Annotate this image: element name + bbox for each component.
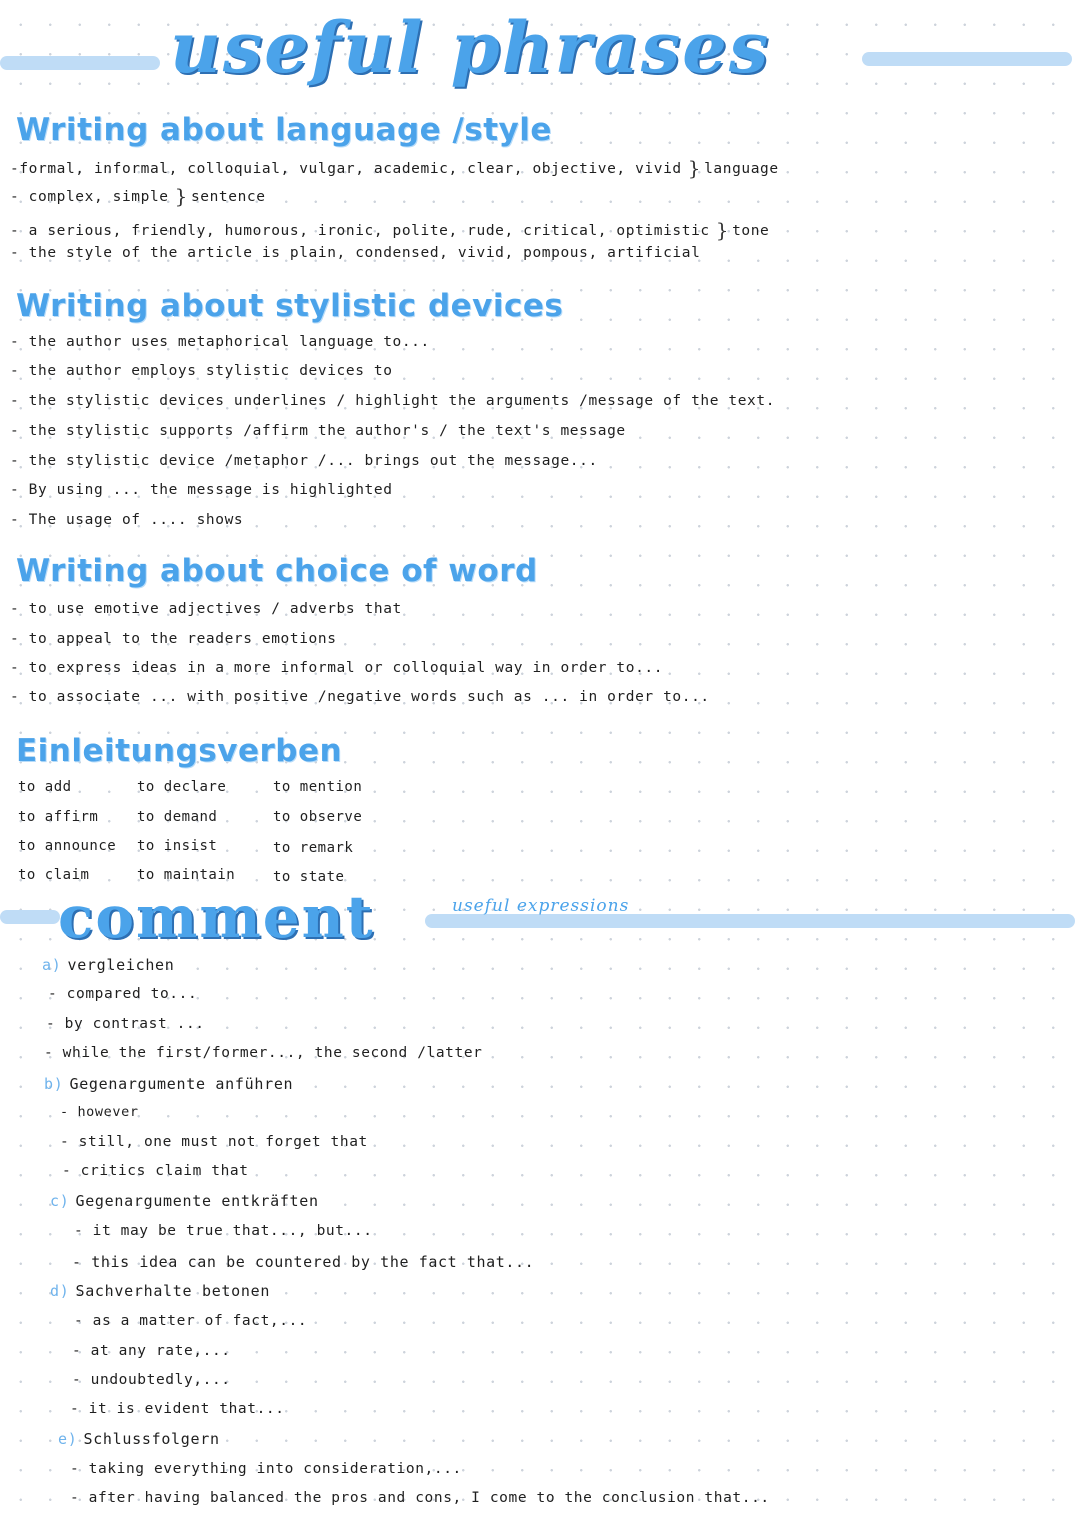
verb-item: to add: [18, 779, 72, 795]
comment-subtitle: useful expressions: [452, 896, 630, 916]
comment-band-left: [0, 910, 60, 924]
verb-item: to announce: [18, 838, 117, 854]
language-style-line-3: [10, 218, 769, 242]
list-item: - still, one must not forget that: [60, 1134, 368, 1150]
subheading-label: Sachverhalte betonen: [75, 1282, 271, 1300]
list-item: - this idea can be countered by the fact that...: [72, 1253, 535, 1271]
verb-item: to state: [273, 869, 345, 885]
subheading-letter: e): [58, 1430, 78, 1448]
comment-subheading-a: [42, 956, 175, 974]
comment-subheading-e: [58, 1430, 220, 1448]
comment-subheading-d: [50, 1282, 270, 1300]
comment-band-right: [425, 914, 1075, 928]
list-item: - the author uses metaphorical language to...: [10, 334, 430, 350]
list-item: - to express ideas in a more informal or colloquial way in order to...: [10, 660, 664, 676]
verb-item: to remark: [273, 840, 354, 856]
list-item: - the stylistic supports /affirm the author's / the text's message: [10, 423, 626, 439]
list-item: - however: [60, 1104, 139, 1120]
subheading-letter: c): [50, 1192, 70, 1210]
list-item: - as a matter of fact,...: [74, 1313, 308, 1329]
line-text: - a serious, friendly, humorous, ironic, polite, rude, critical, optimistic: [10, 223, 710, 239]
verb-item: to mention: [273, 779, 363, 795]
section-heading-einleitungsverben: Einleitungsverben: [16, 733, 343, 769]
language-style-line-4: - the style of the article is plain, condensed, vivid, pompous, artificial: [10, 245, 701, 261]
list-item: - to appeal to the readers emotions: [10, 631, 337, 647]
list-item: - taking everything into consideration,...: [70, 1461, 462, 1477]
subheading-label: Gegenargumente anführen: [69, 1075, 294, 1093]
line-tail: sentence: [190, 189, 266, 205]
list-item: - the stylistic device /metaphor /... brings out the message...: [10, 453, 598, 469]
list-item: - to associate ... with positive /negative words such as ... in order to...: [10, 689, 710, 705]
verb-item: to declare: [137, 779, 227, 795]
list-item: - the author employs stylistic devices to: [10, 363, 393, 379]
comment-title: comment: [58, 883, 375, 951]
page-title: useful phrases: [170, 6, 771, 89]
list-item: - critics claim that: [62, 1163, 249, 1179]
subheading-letter: b): [44, 1075, 64, 1093]
line-tail: language: [704, 161, 779, 177]
subheading-label: vergleichen: [67, 956, 175, 974]
verb-item: to demand: [137, 809, 218, 825]
line-tail: tone: [732, 223, 770, 239]
line-text: -formal, informal, colloquial, vulgar, academic, clear, objective, vivid: [10, 161, 682, 177]
verb-item: to claim: [18, 867, 90, 883]
verb-item: to affirm: [18, 809, 99, 825]
verb-item: to observe: [273, 809, 363, 825]
list-item: - to use emotive adjectives / adverbs that: [10, 601, 402, 617]
list-item: - it may be true that..., but...: [74, 1223, 373, 1239]
list-item: - By using ... the message is highlighted: [10, 482, 393, 498]
title-band-right: [862, 52, 1072, 66]
language-style-line-1: [10, 156, 779, 180]
comment-subheading-b: [44, 1075, 293, 1093]
list-item: - it is evident that...: [70, 1401, 285, 1417]
comment-subheading-c: [50, 1192, 319, 1210]
title-band-left: [0, 56, 160, 70]
brace-icon: }: [715, 218, 730, 242]
section-heading-choice-of-word: Writing about choice of word: [16, 553, 538, 589]
language-style-line-2: [10, 184, 266, 208]
brace-icon: }: [174, 184, 188, 208]
subheading-letter: a): [42, 956, 62, 974]
list-item: - while the first/former..., the second /latter: [44, 1045, 483, 1061]
list-item: - undoubtedly,...: [72, 1372, 231, 1388]
section-heading-language-style: Writing about language /style: [16, 112, 552, 148]
subheading-label: Gegenargumente entkräften: [75, 1192, 319, 1210]
list-item: - after having balanced the pros and cons, I come to the conclusion that...: [70, 1490, 770, 1506]
list-item: - The usage of .... shows: [10, 512, 244, 528]
subheading-label: Schlussfolgern: [83, 1430, 220, 1448]
list-item: - the stylistic devices underlines / highlight the arguments /message of the text.: [10, 393, 776, 409]
list-item: - compared to...: [48, 986, 198, 1002]
list-item: - at any rate,...: [72, 1343, 231, 1359]
list-item: - by contrast ...: [46, 1016, 205, 1032]
subheading-letter: d): [50, 1282, 70, 1300]
brace-icon: }: [687, 156, 702, 180]
section-heading-stylistic-devices: Writing about stylistic devices: [16, 288, 564, 324]
verb-item: to maintain: [137, 867, 236, 883]
line-text: - complex, simple: [10, 189, 169, 205]
verb-item: to insist: [137, 838, 218, 854]
